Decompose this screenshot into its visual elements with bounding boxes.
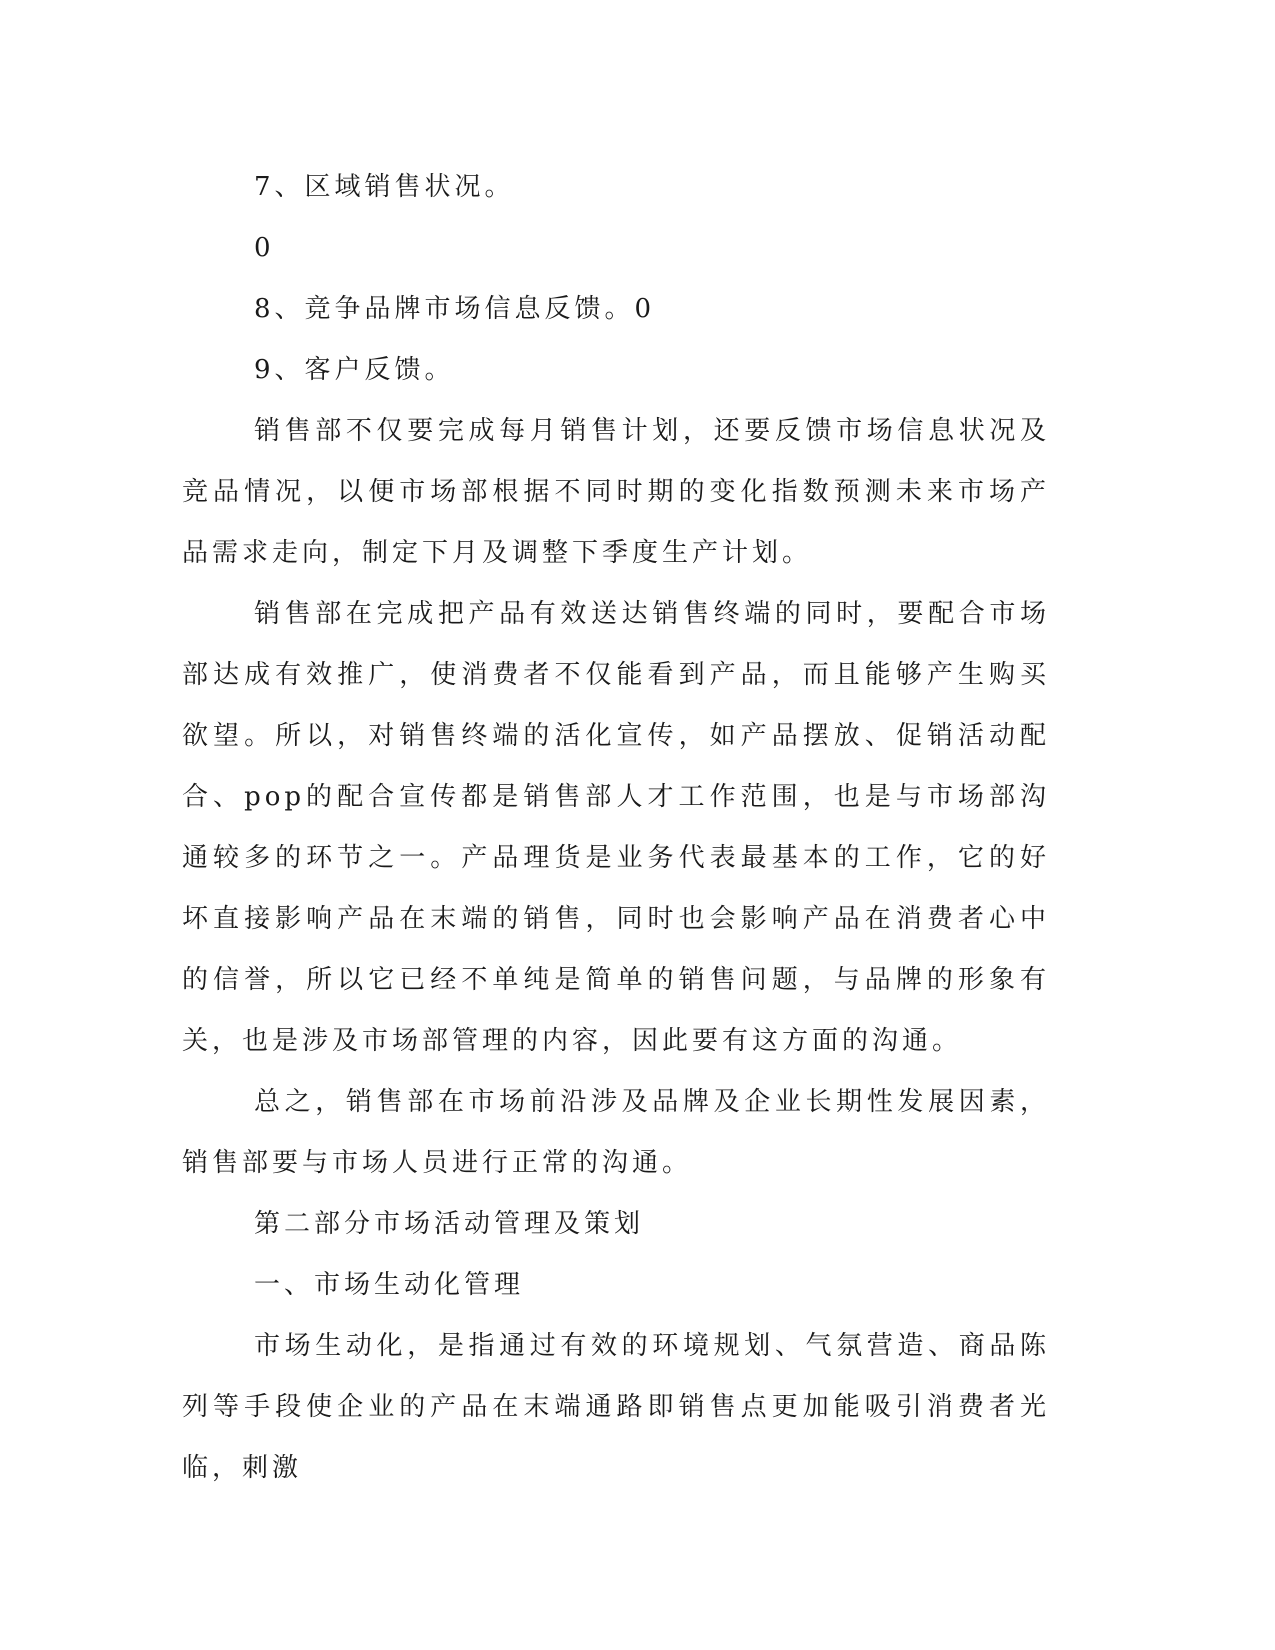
paragraph-sales-feedback: 销售部不仅要完成每月销售计划，还要反馈市场信息状况及竞品情况，以便市场部根据不同时期的变化指数预测未来市场产品需求走向，制定下月及调整下季度生产计划。 xyxy=(182,416,1050,568)
section-heading-part-two: 第二部分市场活动管理及策划 xyxy=(254,1209,645,1239)
paragraph-market-vividness: 市场生动化，是指通过有效的环境规划、气氛营造、商品陈列等手段使企业的产品在末端通路即销售点更加能吸引消费者光临，刺激 xyxy=(182,1331,1050,1483)
document-body xyxy=(182,157,1050,1499)
list-item-7: 7、区域销售状况。 xyxy=(254,172,515,202)
list-item-9: 9、客户反馈。 xyxy=(254,355,455,385)
list-item-8: 8、竞争品牌市场信息反馈。0 xyxy=(254,294,656,324)
subsection-heading-one: 一、市场生动化管理 xyxy=(254,1270,525,1300)
paragraph-terminal-promotion: 销售部在完成把产品有效送达销售终端的同时，要配合市场部达成有效推广，使消费者不仅能看到产品，而且能够产生购买欲望。所以，对销售终端的活化宣传，如产品摆放、促销活动配合、pop的配合宣传都是销售部人才工作范围，也是与市场部沟通较多的环节之一。产品理货是业务代表最基本的工作，它的好坏直接影响产品在末端的销售，同时也会影响产品在消费者心中的信誉，所以它已经不单纯是简单的销售问题，与品牌的形象有关，也是涉及市场部管理的内容，因此要有这方面的沟通。 xyxy=(182,599,1050,1056)
paragraph-summary: 总之，销售部在市场前沿涉及品牌及企业长期性发展因素，销售部要与市场人员进行正常的沟通。 xyxy=(182,1087,1050,1178)
stray-zero-line: 0 xyxy=(254,233,275,263)
